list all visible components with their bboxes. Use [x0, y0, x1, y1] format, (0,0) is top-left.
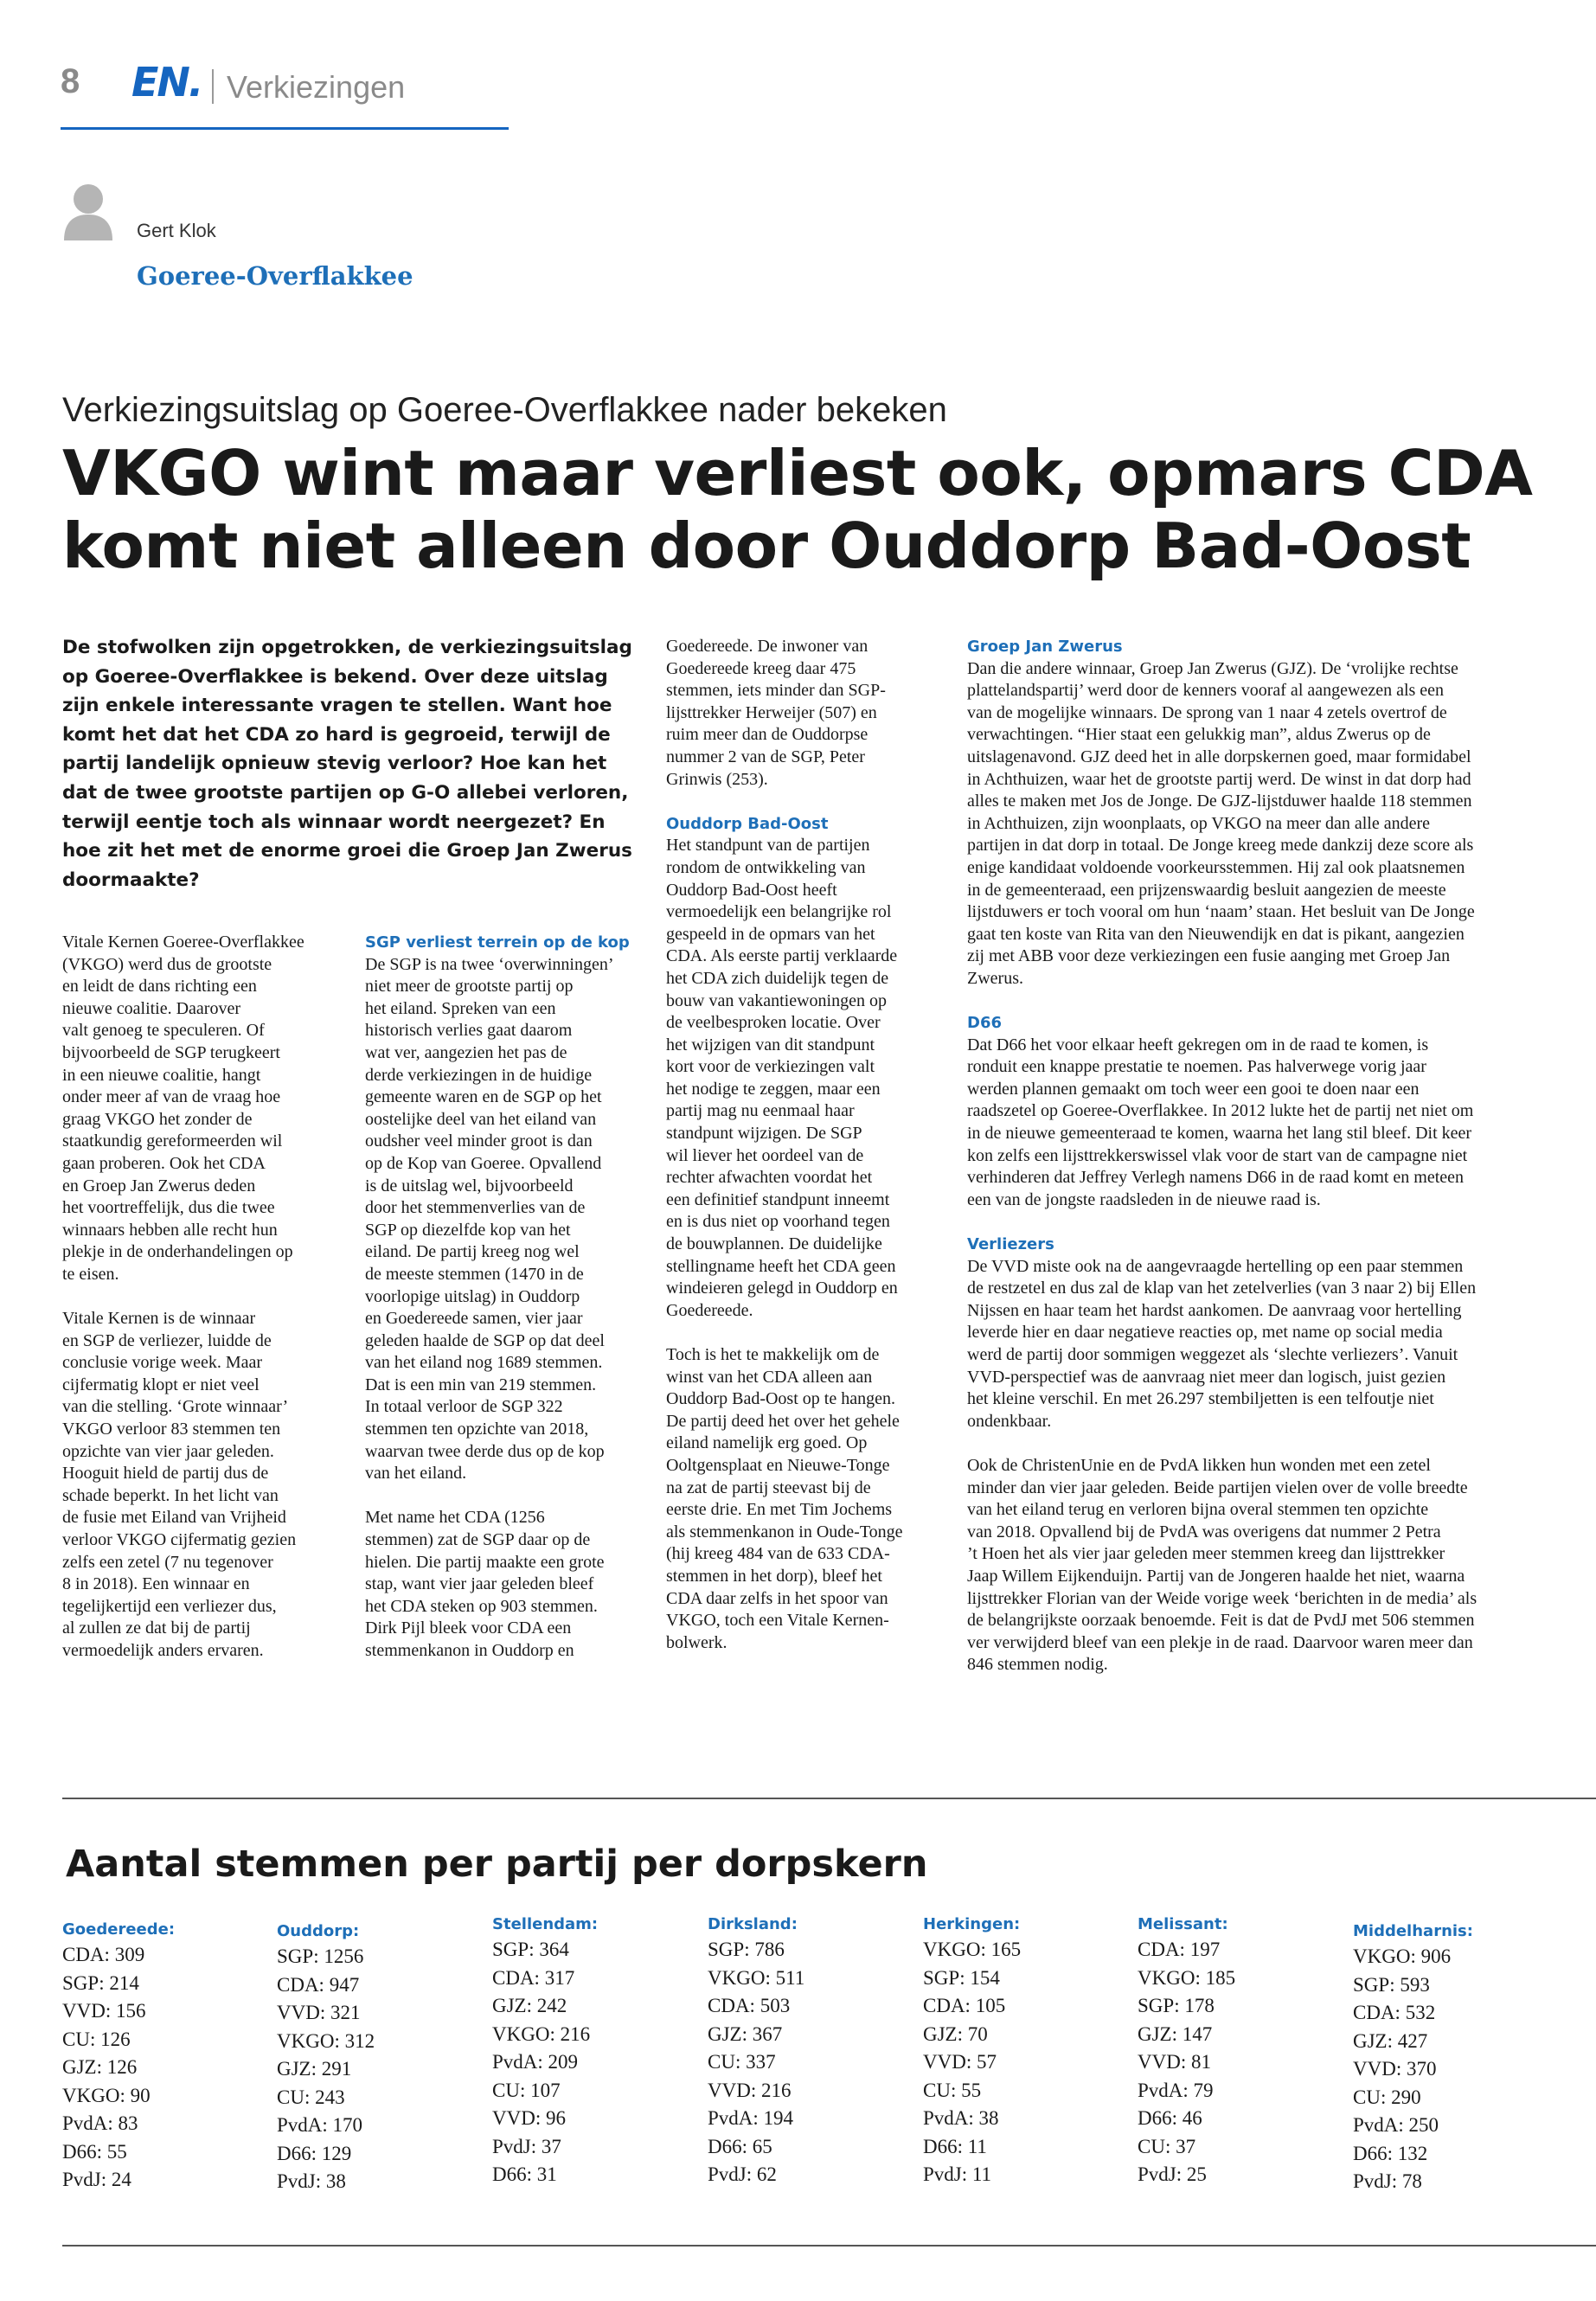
text-line: CDA daar zelfs in het spoor van [666, 1588, 888, 1608]
text-line: D66: 55 [62, 2140, 127, 2163]
text-line: door het stemmenverlies van de [365, 1198, 586, 1218]
table-top-rule [62, 1798, 1596, 1799]
article-kicker: Verkiezingsuitslag op Goeree-Overflakkee nader bekeken [62, 391, 947, 429]
text-line: het wijzigen van dit standpunt [666, 1035, 875, 1054]
text-line: De SGP is na twee ‘overwinningen’ [365, 954, 614, 974]
text-line: oudsher veel minder groot is dan [365, 1131, 593, 1151]
text-line: PvdJ: 37 [492, 2135, 561, 2157]
text-line: partij landelijk opnieuw stevig verloor? Hoe kan het [62, 753, 607, 775]
paragraph-gap [666, 1322, 943, 1344]
byline-location: Goeree-Overflakkee [137, 261, 413, 291]
text-line: en leidt de dans richting een [62, 977, 257, 997]
text-line: VVD: 96 [492, 2107, 566, 2129]
text-line: CU: 290 [1353, 2086, 1421, 2108]
paragraph-gap [967, 1211, 1555, 1234]
text-line: VKGO: 312 [277, 2029, 375, 2052]
text-line: zelfs een zetel (7 nu tegenover [62, 1552, 273, 1572]
text-line: onder meer af van de vraag hoe [62, 1087, 281, 1107]
article-column-2 [365, 932, 642, 1663]
text-line: SGP op diezelfde kop van het [365, 1220, 571, 1240]
town-column-stellendam [492, 1913, 691, 2189]
text-line: PvdA: 209 [492, 2051, 579, 2073]
text-line: CDA: 503 [708, 1995, 791, 2016]
subheading: Ouddorp Bad-Oost [666, 814, 829, 833]
text-line: conclusie vorige week. Maar [62, 1353, 263, 1373]
text-line: CU: 37 [1138, 2135, 1196, 2157]
text-line: Hooguit hield de partij dus de [62, 1464, 269, 1484]
author-name: Gert Klok [137, 220, 216, 241]
text-line: CDA: 317 [492, 1966, 575, 1989]
text-line: VVD: 216 [708, 2079, 792, 2101]
text-line: (VKGO) werd dus de grootste [62, 954, 272, 974]
text-line: 8 in 2018). Een winnaar en [62, 1574, 250, 1594]
text-line: GJZ: 291 [277, 2058, 352, 2080]
column-body [967, 1256, 1555, 1676]
text-line: Grinwis (253). [666, 769, 768, 789]
text-line: VVD: 370 [1353, 2058, 1437, 2080]
vote-list [62, 1941, 261, 2195]
text-line: winnaars hebben alle recht hun [62, 1220, 278, 1240]
text-line: en is dus niet op voorhand tegen [666, 1212, 890, 1232]
text-line: De VVD miste ook na de aangevraagde hertelling op een paar stemmen [967, 1256, 1464, 1276]
text-line: CU: 107 [492, 2079, 561, 2101]
text-line: Zwerus. [967, 968, 1023, 988]
text-line: kort voor de verkiezingen valt [666, 1057, 875, 1077]
text-line: CDA: 105 [923, 1995, 1006, 2016]
text-line: in Achthuizen, waar het de grootste partij werd. De winst in dat dorp had [967, 769, 1471, 789]
text-line: SGP: 214 [62, 1971, 139, 1994]
publication-logo: EN. [131, 59, 202, 106]
text-line: lijsttrekker Herweijer (507) en [666, 702, 877, 722]
text-line: zijn enkele interessante vragen te stellen. Want hoe [62, 695, 612, 717]
text-line: VVD: 156 [62, 2000, 146, 2022]
text-line: en Groep Jan Zwerus deden [62, 1176, 256, 1195]
text-line: VKGO: 216 [492, 2022, 591, 2045]
town-column-goedereede [62, 1919, 261, 2195]
text-line: GJZ: 427 [1353, 2029, 1428, 2052]
text-line: dat de twee grootste partijen op G-O allebei verloren, [62, 781, 629, 804]
text-line: hoe zit het met de enorme groei die Groep Jan Zwerus [62, 840, 632, 862]
text-line: enige kandidaat voldoende voorkeursstemmen. Hij zal ook plaatsnemen [967, 857, 1465, 877]
text-line: opzichte van vier jaar geleden. [62, 1441, 274, 1461]
vote-list [708, 1936, 907, 2189]
text-line: Het standpunt van de partijen [666, 836, 870, 856]
text-line: Ooltgensplaat en Nieuwe-Tonge [666, 1455, 890, 1475]
text-line: PvdA: 79 [1138, 2079, 1214, 2101]
text-line: minder dan vier jaar geleden. Beide partijen vielen over de volle breedte [967, 1477, 1468, 1497]
subheading: Verliezers [967, 1235, 1054, 1254]
text-line: het CDA zich duidelijk tegen de [666, 968, 889, 988]
column-body [62, 932, 339, 1663]
town-header: Dirksland: [708, 1915, 798, 1933]
text-line: van 2018. Opvallend bij de PvdA was overigens dat nummer 2 Petra [967, 1522, 1441, 1541]
text-line: Met name het CDA (1256 [365, 1508, 545, 1528]
column-body [365, 954, 642, 1663]
article-column-4 [967, 636, 1555, 1676]
text-line: gaat ten koste van Rita van den Nieuwendijk en dat is pikant, aangezien [967, 924, 1465, 944]
vote-list [923, 1936, 1122, 2189]
text-line: rechter afwachten voordat het [666, 1168, 873, 1188]
text-line: te eisen. [62, 1264, 119, 1284]
text-line: plekje in de onderhandelingen op [62, 1242, 293, 1262]
header-divider [212, 69, 214, 104]
text-line: VKGO: 165 [923, 1939, 1022, 1960]
text-line: werd de partij door sommigen weggezet als ‘slechte verliezers’. Vanuit [967, 1345, 1458, 1364]
text-line: het voortreffelijk, dus die twee [62, 1198, 275, 1218]
text-line: terwijl eentje toch als winnaar wordt neergezet? En [62, 811, 606, 833]
vote-list [1138, 1936, 1336, 2189]
paragraph-gap [967, 990, 1555, 1013]
text-line: eiland namelijk erg goed. Op [666, 1433, 868, 1453]
text-line: In totaal verloor de SGP 322 [365, 1397, 563, 1417]
text-line: standpunt wijzigen. De SGP [666, 1124, 862, 1144]
text-line: het kleine verschil. En met 26.297 stembiljetten is een telfoutje niet [967, 1389, 1434, 1409]
text-line: cijfermatig klopt er niet veel [62, 1375, 260, 1394]
text-line: in Achthuizen, zijn woonplaats, op VKGO na meer dan alle andere [967, 813, 1431, 833]
text-line: CDA: 532 [1353, 2002, 1436, 2023]
text-line: graag VKGO het zonder de [62, 1109, 253, 1129]
paragraph-gap [62, 1286, 339, 1309]
text-line: D66: 46 [1138, 2107, 1202, 2129]
text-line: CU: 126 [62, 2028, 131, 2050]
town-header: Ouddorp: [277, 1922, 360, 1940]
text-line: nummer 2 van de SGP, Peter [666, 747, 865, 766]
article-column-3 [666, 636, 943, 1654]
text-line: ver verwijderd bleef van een plekje in de raad. Daarvoor waren meer dan [967, 1632, 1473, 1652]
text-line: stellingname heeft het CDA geen [666, 1256, 896, 1276]
text-line: Goedereede. [666, 1300, 753, 1320]
text-line: in de nieuwe gemeenteraad te komen, waarna het lang stil bleef. Dit keer [967, 1124, 1472, 1144]
text-line: tegelijkertijd een verliezer dus, [62, 1596, 277, 1616]
text-line: al zullen ze dat bij de partij [62, 1618, 251, 1638]
text-line: PvdA: 194 [708, 2107, 794, 2129]
text-line: van het eiland. [365, 1464, 467, 1484]
text-line: historisch verlies gaat daarom [365, 1021, 573, 1041]
text-line: van de mogelijke winnaars. De sprong van 1 naar 4 zetels overtrof de [967, 702, 1447, 722]
text-line: kon zelfs een lijsttrekkerswissel vlak voor de start van de campagne niet [967, 1145, 1468, 1165]
author-avatar-icon [62, 182, 114, 240]
text-line: de bouwplannen. De duidelijke [666, 1234, 882, 1254]
headline-line: komt niet alleen door Ouddorp Bad-Oost [62, 510, 1471, 582]
text-line: stap, want vier jaar geleden bleef [365, 1574, 594, 1594]
text-line: en SGP de verliezer, luidde de [62, 1330, 272, 1350]
text-line: een van de jongste raadsleden in de nieuwe raad is. [967, 1189, 1321, 1209]
text-line: CU: 337 [708, 2051, 776, 2073]
text-line: op Goeree-Overflakkee is bekend. Over deze uitslag [62, 665, 608, 688]
paragraph-gap [365, 1485, 642, 1508]
text-line: derde verkiezingen in de huidige [365, 1065, 593, 1085]
text-line: CU: 243 [277, 2086, 345, 2108]
text-line: PvdA: 83 [62, 2112, 138, 2134]
text-line: doormaakte? [62, 868, 200, 891]
town-header: Middelharnis: [1353, 1922, 1473, 1940]
text-line: VVD: 81 [1138, 2051, 1211, 2073]
town-header: Goedereede: [62, 1920, 176, 1939]
text-line: gemeente waren en de SGP op het [365, 1087, 602, 1107]
text-line: stemmen, iets minder dan SGP- [666, 681, 886, 701]
article-headline [62, 437, 1550, 582]
text-line: eiland. De partij kreeg nog wel [365, 1242, 580, 1262]
town-header: Melissant: [1138, 1915, 1228, 1933]
text-line: (hij kreeg 484 van de 633 CDA- [666, 1544, 890, 1564]
text-line: na zat de partij steevast bij de [666, 1477, 871, 1497]
text-line: Vitale Kernen Goeree-Overflakkee [62, 933, 304, 952]
headline-line: VKGO wint maar verliest ook, opmars CDA [62, 437, 1533, 510]
text-line: van het eiland nog 1689 stemmen. [365, 1353, 603, 1373]
text-line: lijsttrekker Florian van der Weide vorige week ‘berichten in de media’ als [967, 1588, 1477, 1608]
article-lead [62, 633, 633, 894]
text-line: rondom de ontwikkeling van [666, 857, 866, 877]
text-line: D66: 11 [923, 2135, 987, 2157]
text-line: het CDA steken op 903 stemmen. [365, 1596, 598, 1616]
text-line: CDA: 309 [62, 1944, 145, 1965]
text-line: 846 stemmen nodig. [967, 1655, 1108, 1675]
text-line: geleden haalde de SGP op dat deel [365, 1330, 605, 1350]
town-column-ouddorp [277, 1920, 476, 2196]
town-header: Stellendam: [492, 1915, 599, 1933]
text-line: Vitale Kernen is de winnaar [62, 1309, 256, 1329]
text-line: hielen. Die partij maakte een grote [365, 1552, 605, 1572]
text-line: gespeeld in de opmars van het [666, 924, 875, 944]
text-line: PvdJ: 11 [923, 2163, 992, 2185]
text-line: VKGO, toch een Vitale Kernen- [666, 1611, 889, 1631]
town-column-herkingen [923, 1913, 1122, 2189]
text-line: CDA: 197 [1138, 1939, 1221, 1960]
text-line: nieuwe coalitie. Daarover [62, 998, 241, 1018]
text-line: PvdA: 170 [277, 2114, 363, 2136]
text-line: Dat is een min van 219 stemmen. [365, 1375, 597, 1394]
text-line: van het eiland terug en verloren bijna overal stemmen ten opzichte [967, 1500, 1429, 1520]
text-line: een definitief standpunt inneemt [666, 1189, 890, 1209]
page-number: 8 [61, 62, 80, 100]
text-line: D66: 129 [277, 2142, 352, 2164]
text-line: in de gemeenteraad, een prijzenswaardig besluit aangezien de meeste [967, 880, 1446, 900]
text-line: ruim meer dan de Ouddorpse [666, 725, 869, 745]
text-line: verhinderen dat Jeffrey Verlegh namens D66 in de raad komt en meteen [967, 1168, 1465, 1188]
column-body [967, 658, 1555, 990]
header-rule [61, 127, 509, 130]
town-column-melissant [1138, 1913, 1336, 2189]
text-line: PvdA: 38 [923, 2107, 999, 2129]
text-line: als stemmenkanon in Oude-Tonge [666, 1522, 903, 1541]
text-line: gaan proberen. Ook het CDA [62, 1153, 266, 1173]
text-line: in een nieuwe coalitie, hangt [62, 1065, 261, 1085]
text-line: de fusie met Eiland van Vrijheid [62, 1508, 286, 1528]
table-title: Aantal stemmen per partij per dorpskern [66, 1843, 928, 1886]
text-line: alles te maken met Jos de Jonge. De GJZ-lijstduwer haalde 118 stemmen [967, 792, 1472, 811]
text-line: van die stelling. ‘Grote winnaar’ [62, 1397, 289, 1417]
text-line: Dat D66 het voor elkaar heeft gekregen om in de raad te komen, is [967, 1035, 1429, 1054]
text-line: winst van het CDA alleen aan [666, 1367, 873, 1387]
text-line: Ouddorp Bad-Oost op te hangen. [666, 1389, 895, 1409]
text-line: VVD: 57 [923, 2051, 997, 2073]
text-line: vermoedelijk anders ervaren. [62, 1641, 264, 1660]
town-column-middelharnis [1353, 1920, 1552, 2196]
text-line: SGP: 1256 [277, 1945, 364, 1967]
text-line: De partij deed het over het gehele [666, 1411, 900, 1431]
subheading: SGP verliest terrein op de kop [365, 933, 630, 952]
text-line: VVD-perspectief was de aanvraag niet meer dan logisch, juist gezien [967, 1367, 1446, 1387]
vote-list [492, 1936, 691, 2189]
text-line: windeieren gelegd in Ouddorp en [666, 1279, 898, 1298]
text-line: VVD: 321 [277, 2002, 361, 2023]
column-body [666, 835, 943, 1654]
text-line: Dan die andere winnaar, Groep Jan Zwerus (GJZ). De ‘vrolijke rechtse [967, 658, 1458, 678]
paragraph-gap [666, 791, 943, 813]
text-line: VKGO: 185 [1138, 1966, 1236, 1989]
text-line: uitslagenavond. GJZ deed het in alle dorpskernen goed, maar formidabel [967, 747, 1471, 766]
text-line: SGP: 786 [708, 1939, 785, 1960]
text-line: GJZ: 242 [492, 1995, 567, 2016]
text-line: niet meer de grootste partij op [365, 977, 574, 997]
text-line: de meeste stemmen (1470 in de [365, 1264, 584, 1284]
column-body [666, 636, 943, 791]
text-line: komt het dat het CDA zo hard is gegroeid, terwijl de [62, 723, 611, 746]
text-line: lijstduwers er toch vooral om hun ‘naam’ staan. Het besluit van De Jonge [967, 902, 1475, 922]
text-line: de belangrijkste oorzaak benoemde. Feit is dat de PvdJ met 506 stemmen [967, 1611, 1475, 1631]
text-line: ’t Hoen het als vier jaar geleden meer stemmen kreeg dan lijsttrekker [967, 1544, 1445, 1564]
text-line: en Goedereede samen, vier jaar [365, 1309, 583, 1329]
text-line: bolwerk. [666, 1632, 727, 1652]
text-line: PvdJ: 62 [708, 2163, 777, 2185]
text-line: PvdJ: 78 [1353, 2170, 1422, 2192]
text-line: schade beperkt. In het licht van [62, 1485, 279, 1505]
text-line: SGP: 593 [1353, 1973, 1430, 1996]
text-line: wil liever het oordeel van de [666, 1145, 864, 1165]
text-line: stemmen ten opzichte van 2018, [365, 1420, 589, 1439]
text-line: verloor VKGO cijfermatig gezien [62, 1530, 297, 1550]
text-line: voorlopige uitslag) in Ouddorp [365, 1286, 580, 1306]
text-line: het eiland. Spreken van een [365, 998, 556, 1018]
subheading: D66 [967, 1014, 1002, 1033]
article-column-1 [62, 932, 339, 1663]
text-line: GJZ: 126 [62, 2056, 138, 2078]
text-line: werden plannen gemaakt om toch weer een gooi te doen naar een [967, 1079, 1420, 1099]
text-line: CDA: 947 [277, 1973, 360, 1996]
text-line: bijvoorbeeld de SGP terugkeert [62, 1042, 280, 1062]
text-line: het nodige te zeggen, maar een [666, 1079, 881, 1099]
town-header: Herkingen: [923, 1915, 1021, 1933]
text-line: stemmen) zat de SGP daar op de [365, 1530, 591, 1550]
text-line: PvdA: 250 [1353, 2114, 1439, 2136]
text-line: D66: 65 [708, 2135, 772, 2157]
text-line: de restzetel en dus zal de klap van het zetelverlies (van 3 naar 2) bij Ellen [967, 1279, 1477, 1298]
paragraph-gap [967, 1433, 1555, 1455]
text-line: PvdJ: 24 [62, 2169, 131, 2190]
text-line: staatkundig gereformeerden wil [62, 1131, 283, 1151]
text-line: vermoedelijk een belangrijke rol [666, 902, 892, 922]
subheading: Groep Jan Zwerus [967, 638, 1123, 656]
text-line: plattelandspartij’ werd door de kenners vooraf al aangewezen als een [967, 681, 1445, 701]
text-line: D66: 31 [492, 2163, 557, 2185]
text-line: GJZ: 147 [1138, 2022, 1213, 2045]
text-line: is de uitslag wel, bijvoorbeeld [365, 1176, 574, 1195]
text-line: VKGO: 90 [62, 2084, 151, 2106]
vote-list [1353, 1943, 1552, 2196]
text-line: PvdJ: 38 [277, 2170, 346, 2192]
text-line: CDA. Als eerste partij verklaarde [666, 946, 898, 966]
text-line: PvdJ: 25 [1138, 2163, 1207, 2185]
text-line: GJZ: 70 [923, 2022, 988, 2045]
text-line: Dirk Pijl bleek voor CDA een [365, 1618, 572, 1638]
text-line: stemmen in het dorp), bleef het [666, 1566, 882, 1586]
town-column-dirksland [708, 1913, 907, 2189]
text-line: partij mag nu eenmaal haar [666, 1101, 855, 1121]
text-line: Nijssen en haar team het hardst aankomen. De aanvraag voor hertelling [967, 1300, 1462, 1320]
text-line: Toch is het te makkelijk om de [666, 1345, 880, 1364]
text-line: De stofwolken zijn opgetrokken, de verkiezingsuitslag [62, 637, 632, 658]
text-line: SGP: 154 [923, 1966, 1000, 1989]
text-line: ondenkbaar. [967, 1411, 1052, 1431]
text-line: VKGO: 511 [708, 1966, 805, 1989]
text-line: eerste drie. En met Tim Jochems [666, 1500, 893, 1520]
text-line: D66: 132 [1353, 2142, 1428, 2164]
text-line: Goedereede kreeg daar 475 [666, 658, 856, 678]
text-line: waarvan twee derde dus op de kop [365, 1441, 605, 1461]
text-line: Ook de ChristenUnie en de PvdA likken hun wonden met een zetel [967, 1455, 1431, 1475]
vote-list [277, 1943, 476, 2196]
text-line: partijen in dat dorp in totaal. De Jonge kreeg mede dankzij deze score als [967, 836, 1474, 856]
text-line: bouw van vakantiewoningen op [666, 990, 887, 1010]
text-line: de veelbesproken locatie. Over [666, 1013, 881, 1033]
text-line: VKGO verloor 83 stemmen ten [62, 1420, 281, 1439]
text-line: wat ver, aangezien het pas de [365, 1042, 567, 1062]
table-bottom-rule [62, 2245, 1596, 2247]
text-line: Jaap Willem Eijkenduijn. Partij van de Jongeren haalde het niet, waarna [967, 1566, 1465, 1586]
text-line: ronduit een knappe prestatie te noemen. Pas halverwege vorig jaar [967, 1057, 1426, 1077]
text-line: Ouddorp Bad-Oost heeft [666, 880, 837, 900]
text-line: verwachtingen. “Hier staat een gelukkig man”, aldus Zwerus op de [967, 725, 1431, 745]
text-line: SGP: 364 [492, 1939, 569, 1960]
text-line: valt genoeg te speculeren. Of [62, 1021, 265, 1041]
text-line: VKGO: 906 [1353, 1945, 1452, 1967]
text-line: leverde hier en daar negatieve reacties op, met name op social media [967, 1323, 1443, 1343]
text-line: zij met ABB voor deze verkiezingen een fusie aanging met Groep Jan [967, 946, 1451, 966]
text-line: oostelijke deel van het eiland van [365, 1109, 597, 1129]
text-line: GJZ: 367 [708, 2022, 783, 2045]
column-body [967, 1035, 1555, 1212]
text-line: stemmenkanon in Ouddorp en [365, 1641, 574, 1660]
text-line: SGP: 178 [1138, 1995, 1215, 2016]
text-line: Goedereede. De inwoner van [666, 637, 869, 656]
text-line: op de Kop van Goeree. Opvallend [365, 1153, 602, 1173]
text-line: CU: 55 [923, 2079, 982, 2101]
section-title: Verkiezingen [227, 69, 406, 105]
text-line: raadszetel op Goeree-Overflakkee. In 2012 lukte het de partij net niet om [967, 1101, 1474, 1121]
